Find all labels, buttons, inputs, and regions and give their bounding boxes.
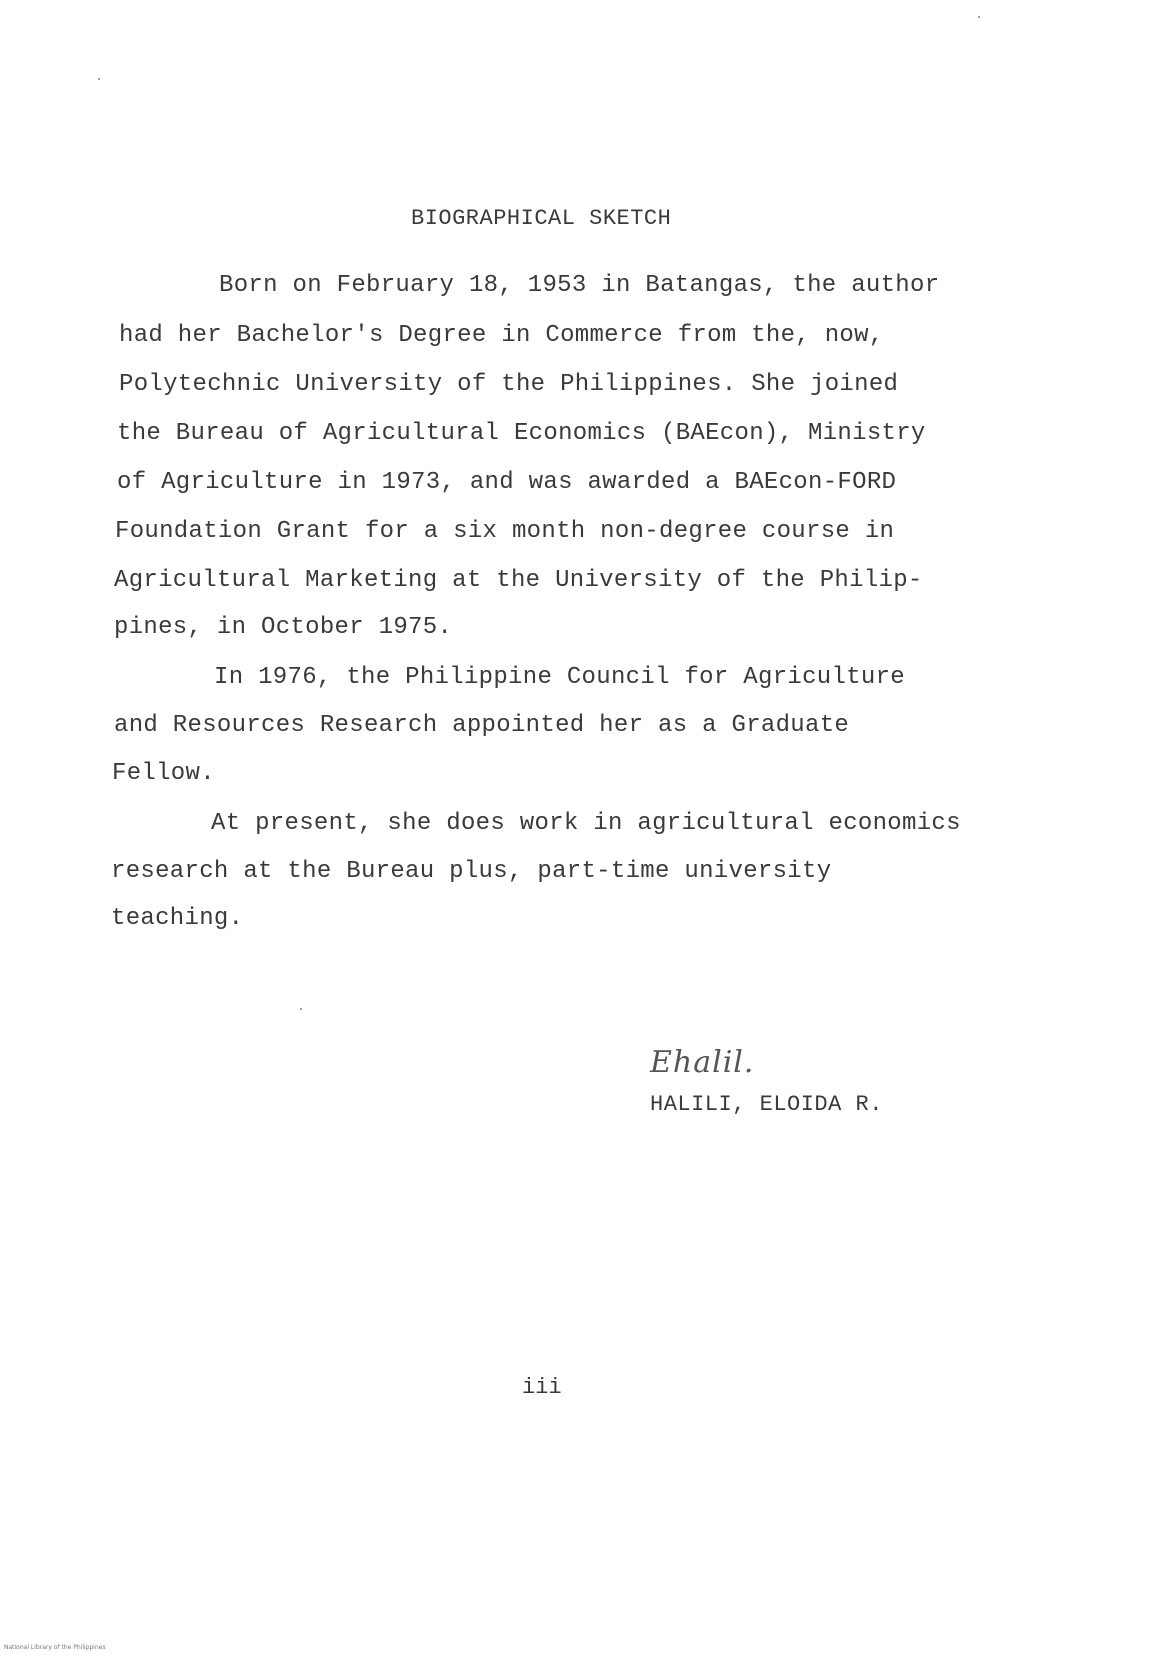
signer-name: HALILI, ELOIDA R.: [650, 1092, 883, 1117]
paragraph-line: research at the Bureau plus, part-time university: [111, 858, 832, 885]
document-title: BIOGRAPHICAL SKETCH: [411, 206, 672, 231]
paragraph-line: pines, in October 1975.: [114, 614, 453, 641]
scan-speck: [98, 78, 100, 80]
paragraph-line: teaching.: [111, 905, 244, 932]
paragraph-line: the Bureau of Agricultural Economics (BAEcon), Ministry: [117, 420, 926, 447]
paragraph-line: of Agriculture in 1973, and was awarded a BAEcon-FORD: [117, 469, 897, 496]
page-number: iii: [522, 1375, 562, 1400]
library-footer-stamp: National Library of the Philippines: [4, 1644, 106, 1651]
paragraph-line: Agricultural Marketing at the University of the Philip-: [114, 567, 923, 594]
paragraph-line: Polytechnic University of the Philippines. She joined: [119, 371, 899, 398]
paragraph-line: Born on February 18, 1953 in Batangas, the author: [219, 272, 940, 299]
paragraph-line: In 1976, the Philippine Council for Agriculture: [214, 664, 906, 691]
paragraph-line: had her Bachelor's Degree in Commerce from the, now,: [119, 322, 884, 349]
scan-speck: [300, 1008, 302, 1010]
paragraph-line: Foundation Grant for a six month non-degree course in: [115, 518, 895, 545]
handwritten-signature: Ehalil.: [650, 1045, 755, 1080]
paragraph-line: At present, she does work in agricultural economics: [211, 810, 961, 837]
paragraph-line: Fellow.: [112, 760, 215, 787]
scan-speck: [978, 16, 980, 18]
paragraph-line: and Resources Research appointed her as a Graduate: [114, 712, 850, 739]
